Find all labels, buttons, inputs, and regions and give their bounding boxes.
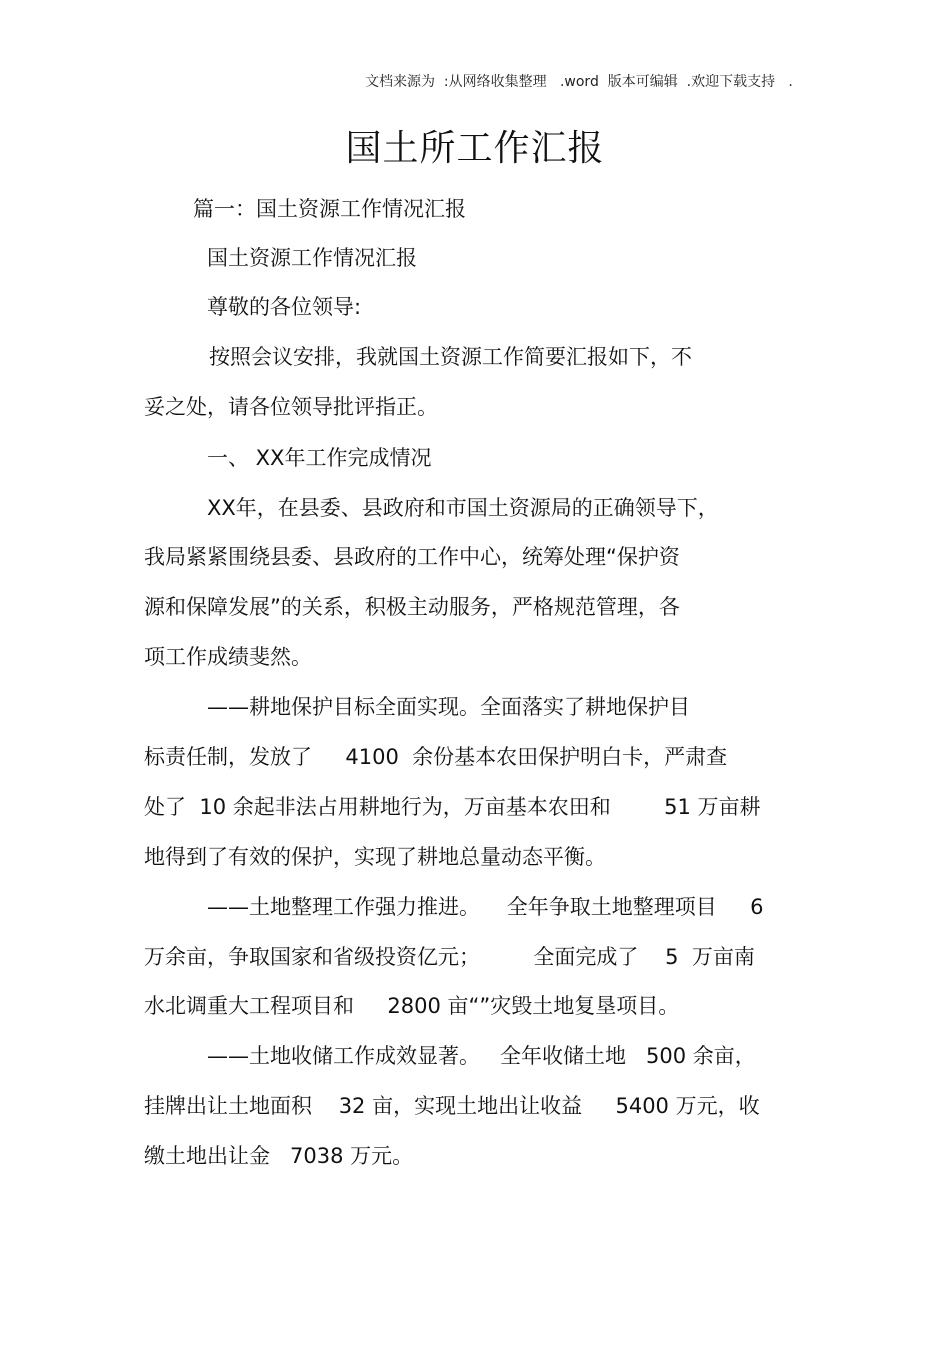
paragraph-line: 项工作成绩斐然。	[144, 645, 312, 669]
paragraph-line: 挂牌出让土地面积 32 亩，实现土地出让收益 5400 万元，收	[144, 1094, 760, 1118]
salutation: 尊敬的各位领导:	[207, 295, 362, 319]
paragraph-line: 缴土地出让金 7038 万元。	[144, 1144, 414, 1168]
paragraph-line: ——耕地保护目标全面实现。全面落实了耕地保护目	[207, 695, 690, 719]
paragraph-line: 地得到了有效的保护，实现了耕地总量动态平衡。	[144, 845, 606, 869]
paragraph-line: 水北调重大工程项目和 2800 亩“”灾毁土地复垦项目。	[144, 994, 680, 1018]
section-heading: 篇一：国土资源工作情况汇报	[193, 197, 466, 221]
paragraph-line: 我局紧紧围绕县委、县政府的工作中心，统筹处理“保护资	[144, 545, 680, 569]
paragraph-line: XX年，在县委、县政府和市国土资源局的正确领导下，	[207, 496, 719, 520]
paragraph-line: 万余亩，争取国家和省级投资亿元； 全面完成了 5 万亩南	[144, 945, 755, 969]
source-note: 文档来源为 :从网络收集整理 .word 版本可编辑 .欢迎下载支持 .	[365, 74, 793, 90]
subsection-heading: 一、 XX年工作完成情况	[207, 446, 432, 470]
paragraph-line: 标责任制，发放了 4100 余份基本农田保护明白卡，严肃查	[144, 745, 728, 769]
paragraph-line: 妥之处，请各位领导批评指正。	[144, 395, 438, 419]
document-title: 国土所工作汇报	[345, 128, 605, 169]
paragraph-line: ——土地整理工作强力推进。 全年争取土地整理项目 6	[207, 895, 764, 919]
report-title: 国土资源工作情况汇报	[207, 246, 417, 270]
paragraph-line: 处了 10 余起非法占用耕地行为，万亩基本农田和 51 万亩耕	[144, 795, 761, 819]
paragraph-line: 按照会议安排，我就国土资源工作简要汇报如下，不	[209, 345, 692, 369]
paragraph-line: 源和保障发展”的关系，积极主动服务，严格规范管理，各	[144, 595, 680, 619]
paragraph-line: ——土地收储工作成效显著。 全年收储土地 500 余亩，	[207, 1044, 756, 1068]
